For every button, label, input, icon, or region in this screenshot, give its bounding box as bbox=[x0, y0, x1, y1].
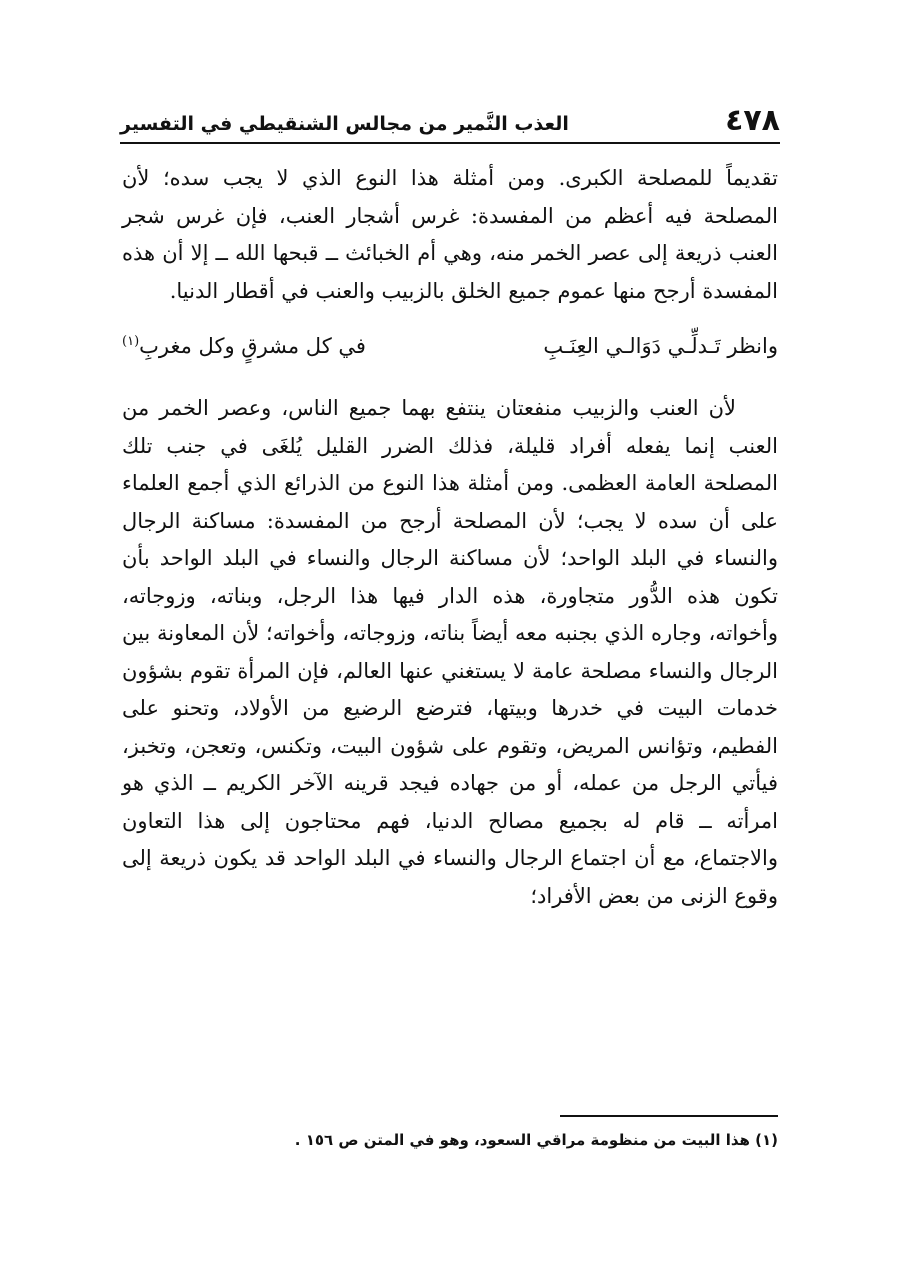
page-header bbox=[120, 96, 780, 144]
footnote-marker[interactable]: (١) bbox=[122, 334, 140, 349]
paragraph-2: لأن العنب والزبيب منفعتان ينتفع بهما جميع الناس، وعصر الخمر من العنب إنما يفعله أفراد قليلة، فذلك الضرر القليل يُلغَى في جنب تلك المصلحة العامة العظمى. ومن أمثلة هذا النوع من الذرائع الذي أجمع العلماء على أن سده لا يجب؛ لأن المصلحة أرجح من المفسدة: مساكنة الرجال والنساء في البلد الواحد؛ لأن مساكنة الرجال والنساء في البلد الواحد بأن تكون هذه الدُّور متجاورة، هذه الدار فيها هذا الرجل، وبناته، وزوجاته، وأخواته، وجاره الذي بجنبه معه أيضاً بناته، وزوجاته، وأخواته؛ لأن المعاونة بين الرجال والنساء مصلحة عامة لا يستغني عنها العالم، فإن المرأة تقوم بشؤون خدمات البيت في خدرها وبيتها، فترضع الرضيع من الأولاد، وتحنو على الفطيم، وتؤانس المريض، وتقوم على شؤون البيت، وتكنس، وتعجن، وتخبز، فيأتي الرجل من عمله، أو من جهاده فيجد قرينه الآخر الكريم ــ الذي هو امرأته ــ قام له بجميع مصالح الدنيا، فهم محتاجون إلى هذا التعاون والاجتماع، مع أن اجتماع الرجال والنساء في البلد الواحد قد يكون ذريعة إلى وقوع الزنى من بعض الأفراد؛ bbox=[122, 396, 778, 908]
verse-first-hemistich: وانظر تَـدلِّـي دَوَالـي العِنَـبِ bbox=[543, 334, 778, 358]
running-title: العذب النَّمير من مجالس الشنقيطي في التفسير bbox=[120, 113, 569, 135]
verse-second-hemistich-text: في كل مشرقٍ وكل مغربِ bbox=[139, 334, 366, 358]
verse-second-hemistich bbox=[122, 326, 366, 366]
footnote: (١) هذا البيت من منظومة مراقي السعود، وهو في المتن ص ١٥٦ . bbox=[294, 1131, 778, 1149]
page-number: ٤٧٨ bbox=[725, 103, 780, 138]
poetry-verse bbox=[122, 326, 778, 366]
page-body bbox=[122, 160, 778, 915]
footnote-divider bbox=[560, 1115, 778, 1117]
paragraph-1: تقديماً للمصلحة الكبرى. ومن أمثلة هذا النوع الذي لا يجب سده؛ لأن المصلحة فيه أعظم من المفسدة: غرس أشجار العنب، فإن غرس شجر العنب ذريعة إلى عصر الخمر منه، وهي أم الخبائث ــ قبحها الله ــ إلا أن هذه المفسدة أرجح منها عموم جميع الخلق بالزبيب والعنب في أقطار الدنيا. bbox=[122, 166, 779, 303]
